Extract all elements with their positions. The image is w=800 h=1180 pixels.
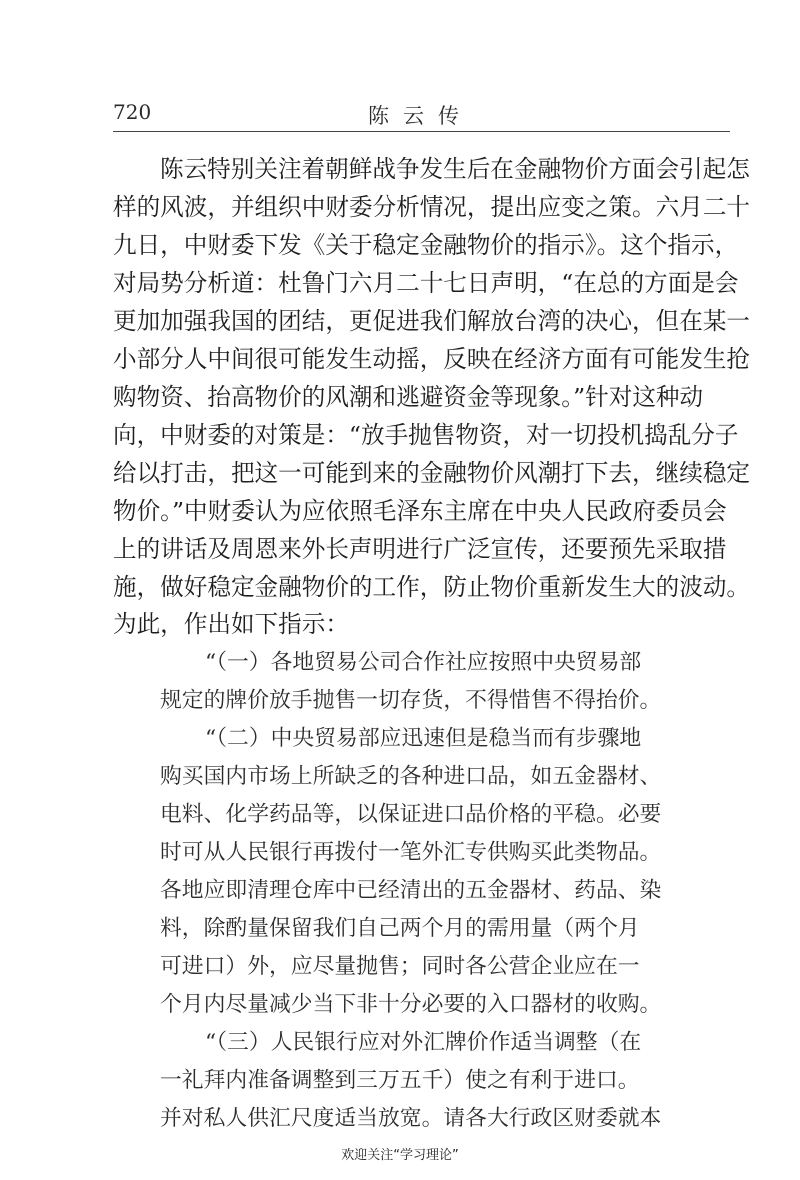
quote-line: “（二）中央贸易部应迅速但是稳当而有步骤地 xyxy=(205,726,642,751)
body-line: 上的讲话及周恩来外长声明进行广泛宣传，还要预先采取措 xyxy=(113,535,727,563)
page-number: 720 xyxy=(113,100,152,124)
header-rule xyxy=(113,131,730,132)
quote-line: “（三）人民银行应对外汇牌价作适当调整（在 xyxy=(205,1030,642,1055)
body-line: 物价。”中财委认为应依照毛泽东主席在中央人民政府委员会 xyxy=(113,497,727,525)
quote-line: 一礼拜内准备调整到三万五千）使之有利于进口。 xyxy=(160,1068,640,1093)
body-line: 为此，作出如下指示： xyxy=(113,610,349,638)
running-title: 陈云传 xyxy=(368,104,473,128)
body-line: 陈云特别关注着朝鲜战争发生后在金融物价方面会引起怎 xyxy=(160,155,750,183)
body-line: 更加加强我国的团结，更促进我们解放台湾的决心，但在某一 xyxy=(113,307,751,335)
footer-caption: 欢迎关注“学习理论” xyxy=(341,1148,459,1163)
quote-line: 并对私人供汇尺度适当放宽。请各大行政区财委就本 xyxy=(160,1106,662,1131)
body-line: 对局势分析道：杜鲁门六月二十七日声明，“在总的方面是会 xyxy=(113,269,739,297)
quote-line: 个月内尽量减少当下非十分必要的入口器材的收购。 xyxy=(160,992,662,1017)
quote-line: 规定的牌价放手抛售一切存货，不得惜售不得抬价。 xyxy=(160,688,662,713)
quote-line: 电料、化学药品等，以保证进口品价格的平稳。必要 xyxy=(160,802,662,827)
quote-line: “（一）各地贸易公司合作社应按照中央贸易部 xyxy=(205,650,642,675)
quote-line: 料，除酌量保留我们自己两个月的需用量（两个月 xyxy=(160,916,640,941)
quote-line: 时可从人民银行再拨付一笔外汇专供购买此类物品。 xyxy=(160,840,662,865)
quote-line: 各地应即清理仓库中已经清出的五金器材、药品、染 xyxy=(160,878,662,903)
quote-line: 购买国内市场上所缺乏的各种进口品，如五金器材、 xyxy=(160,764,662,789)
body-line: 小部分人中间很可能发生动摇，反映在经济方面有可能发生抢 xyxy=(113,345,751,373)
body-line: 施，做好稳定金融物价的工作，防止物价重新发生大的波动。 xyxy=(113,573,751,601)
body-line: 购物资、抬高物价的风潮和逃避资金等现象。”针对这种动 xyxy=(113,383,704,411)
body-line: 九日，中财委下发《关于稳定金融物价的指示》。这个指示， xyxy=(113,231,739,259)
body-line: 样的风波，并组织中财委分析情况，提出应变之策。六月二十 xyxy=(113,193,751,221)
body-line: 向，中财委的对策是：“放手抛售物资，对一切投机捣乱分子 xyxy=(113,421,739,449)
body-line: 给以打击，把这一可能到来的金融物价风潮打下去，继续稳定 xyxy=(113,459,751,487)
quote-line: 可进口）外，应尽量抛售；同时各公营企业应在一 xyxy=(160,954,640,979)
